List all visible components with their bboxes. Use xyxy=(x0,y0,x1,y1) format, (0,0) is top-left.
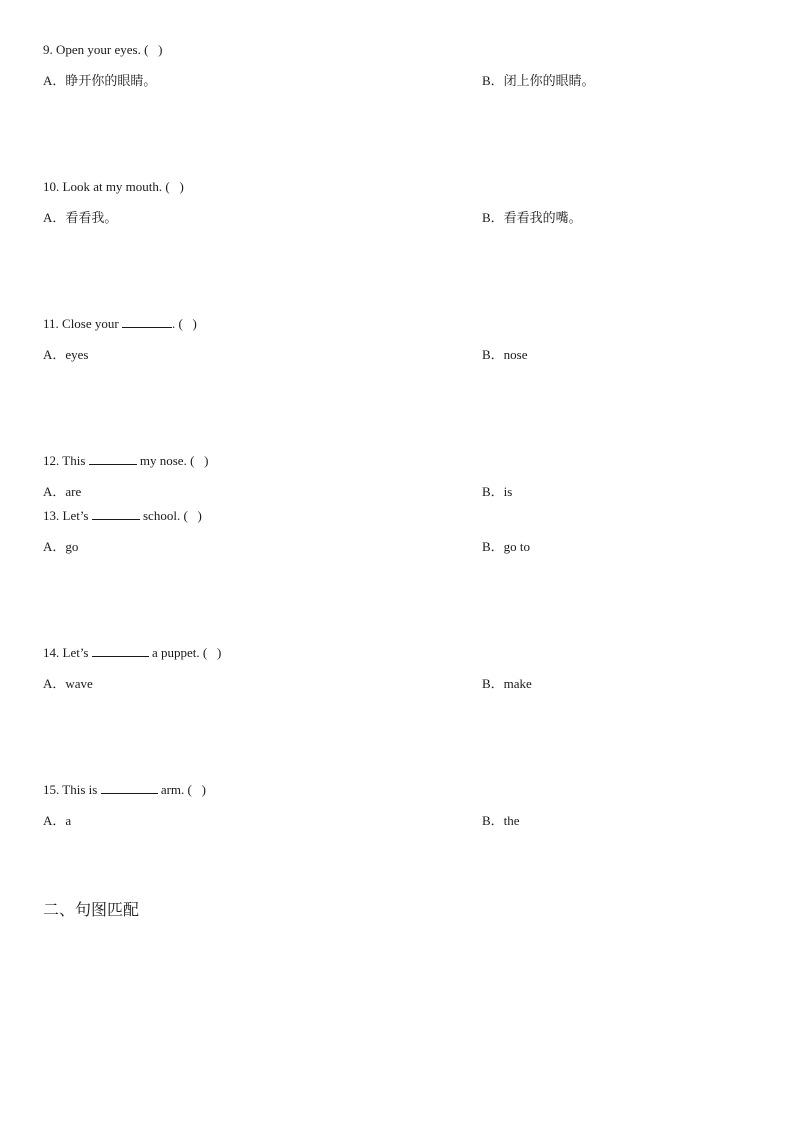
question-9: 9. Open your eyes. ( ) xyxy=(43,42,163,57)
question-15-option-b: B．the xyxy=(482,813,520,828)
question-15-stem-end: arm. ( ) xyxy=(157,782,206,797)
question-14 xyxy=(43,645,221,661)
question-11-stem-start: 11. Close your xyxy=(43,316,122,331)
question-9-option-a: A．睁开你的眼睛。 xyxy=(43,73,157,88)
question-12-stem-end: my nose. ( ) xyxy=(136,453,209,468)
question-14-stem-end: a puppet. ( ) xyxy=(148,645,222,660)
question-13-option-a: A．go xyxy=(43,539,79,554)
question-13-option-b: B．go to xyxy=(482,539,531,554)
question-14-option-a: A．wave xyxy=(43,676,93,691)
question-11-option-a: A．eyes xyxy=(43,347,89,362)
question-12-stem-start: 12. This xyxy=(43,453,89,468)
question-11-stem-end: . ( ) xyxy=(171,316,197,331)
question-15 xyxy=(43,782,206,798)
question-13-stem-start: 13. Let’s xyxy=(43,508,92,523)
question-12-option-a: A．are xyxy=(43,484,82,499)
answer-blank xyxy=(101,792,158,794)
question-12 xyxy=(43,453,209,469)
question-9-option-b: B．闭上你的眼睛。 xyxy=(482,73,595,88)
question-13-stem-end: school. ( ) xyxy=(139,508,202,523)
answer-blank xyxy=(89,463,137,465)
question-11 xyxy=(43,316,197,332)
section-title: 二、句图匹配 xyxy=(43,900,140,919)
question-14-stem-start: 14. Let’s xyxy=(43,645,92,660)
question-11-option-b: B．nose xyxy=(482,347,528,362)
question-10-option-a: A．看看我。 xyxy=(43,210,118,225)
answer-blank xyxy=(122,326,172,328)
question-10: 10. Look at my mouth. ( ) xyxy=(43,179,184,194)
answer-blank xyxy=(92,518,140,520)
question-13 xyxy=(43,508,202,524)
question-12-option-b: B．is xyxy=(482,484,513,499)
question-14-option-b: B．make xyxy=(482,676,532,691)
question-15-option-a: A．a xyxy=(43,813,72,828)
question-15-stem-start: 15. This is xyxy=(43,782,101,797)
question-10-option-b: B．看看我的嘴。 xyxy=(482,210,582,225)
answer-blank xyxy=(92,655,149,657)
